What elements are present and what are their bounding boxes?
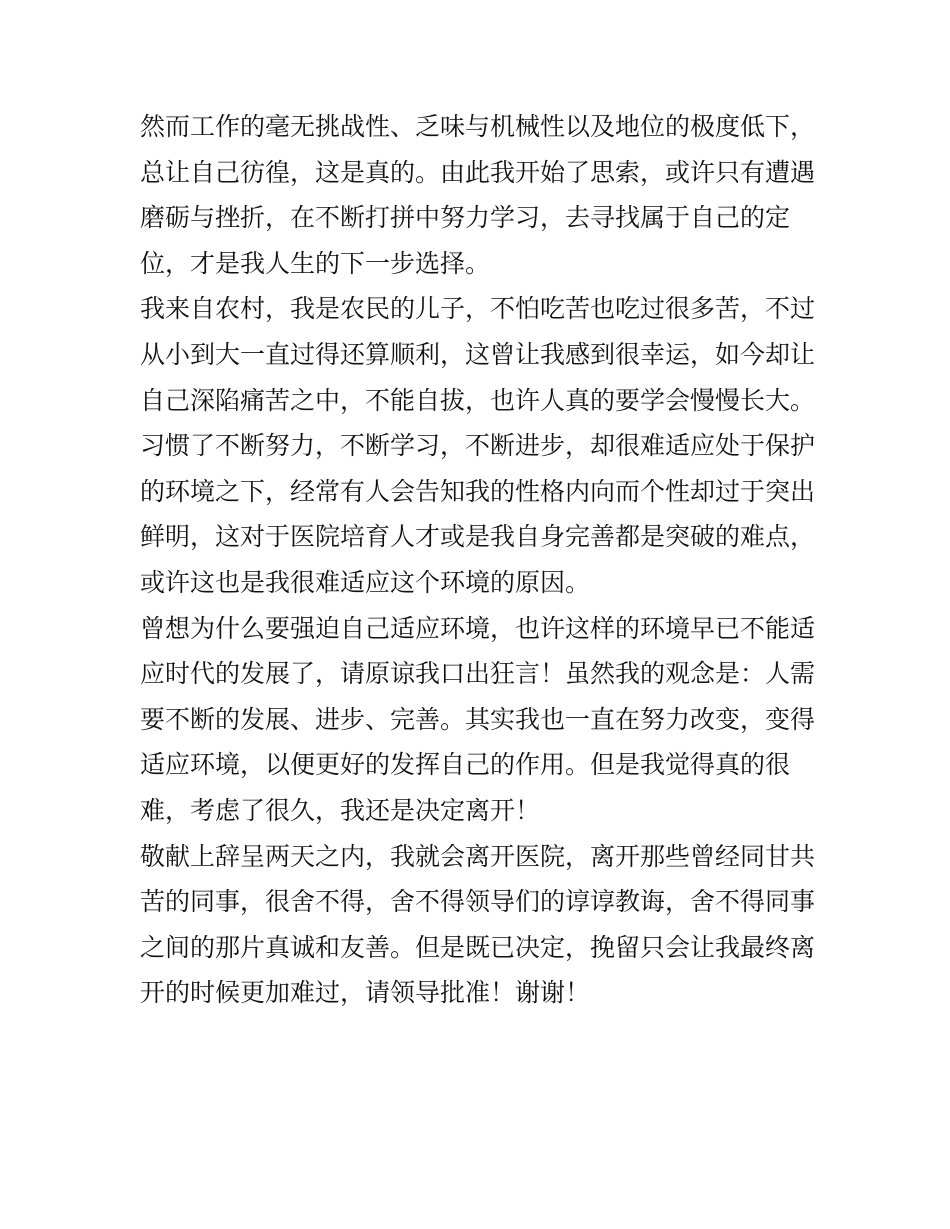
letter-body — [140, 104, 820, 1016]
text-line: 难，考虑了很久，我还是决定离开！ — [140, 795, 541, 825]
text-line: 鲜明，这对于医院培育人才或是我自身完善都是突破的难点， — [140, 522, 816, 552]
text-line: 曾想为什么要强迫自己适应环境，也许这样的环境早已不能适 — [140, 613, 816, 643]
text-line: 习惯了不断努力，不断学习，不断进步，却很难适应处于保护 — [140, 431, 816, 461]
text-line: 敬献上辞呈两天之内，我就会离开医院，离开那些曾经同甘共 — [140, 841, 816, 871]
text-line: 自己深陷痛苦之中，不能自拔，也许人真的要学会慢慢长大。 — [140, 385, 816, 415]
text-line: 然而工作的毫无挑战性、乏味与机械性以及地位的极度低下， — [140, 112, 816, 141]
text-line: 位，才是我人生的下一步选择。 — [140, 248, 491, 278]
text-line: 开的时候更加难过，请领导批准！谢谢！ — [140, 978, 591, 1008]
text-line: 要不断的发展、进步、完善。其实我也一直在努力改变，变得 — [140, 704, 816, 734]
text-line: 总让自己彷徨，这是真的。由此我开始了思索，或许只有遭遇 — [140, 157, 816, 187]
text-line: 从小到大一直过得还算顺利，这曾让我感到很幸运，如今却让 — [140, 339, 816, 369]
text-line: 应时代的发展了，请原谅我口出狂言！虽然我的观念是：人需 — [140, 659, 816, 689]
text-line: 之间的那片真诚和友善。但是既已决定，挽留只会让我最终离 — [140, 932, 816, 962]
text-line: 苦的同事，很舍不得，舍不得领导们的谆谆教诲，舍不得同事 — [140, 887, 816, 917]
text-line: 适应环境，以便更好的发挥自己的作用。但是我觉得真的很 — [140, 750, 791, 780]
text-line: 磨砺与挫折，在不断打拼中努力学习，去寻找属于自己的定 — [140, 203, 791, 233]
text-line: 的环境之下，经常有人会告知我的性格内向而个性却过于突出 — [140, 476, 816, 506]
text-line: 或许这也是我很难适应这个环境的原因。 — [140, 567, 591, 597]
text-line: 我来自农村，我是农民的儿子，不怕吃苦也吃过很多苦，不过 — [140, 294, 816, 324]
